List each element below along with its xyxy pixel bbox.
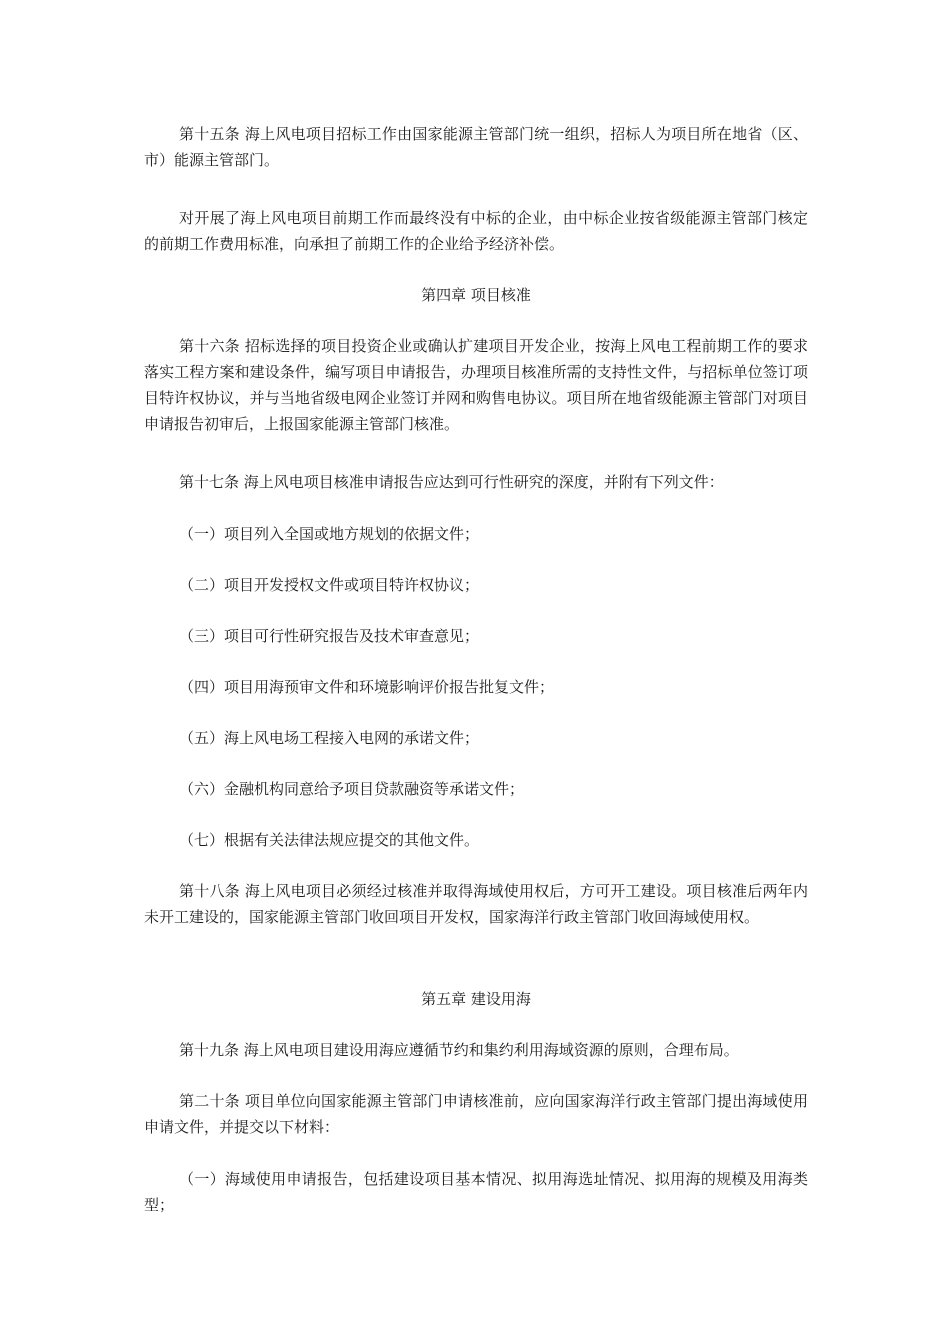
article-17-item-1: （一）项目列入全国或地方规划的依据文件； bbox=[179, 525, 480, 543]
article-17: 第十七条 海上风电项目核准申请报告应达到可行性研究的深度，并附有下列文件： bbox=[179, 473, 724, 491]
chapter-5-title: 第五章 建设用海 bbox=[421, 990, 531, 1008]
article-17-item-6: （六）金融机构同意给予项目贷款融资等承诺文件； bbox=[179, 780, 525, 798]
article-17-item-5: （五）海上风电场工程接入电网的承诺文件； bbox=[179, 729, 480, 747]
article-20: 第二十条 项目单位向国家能源主管部门申请核准前，应向国家海洋行政主管部门提出海域使用申请文件，并提交以下材料： bbox=[144, 1092, 808, 1136]
article-15-paragraph-2: 对开展了海上风电项目前期工作而最终没有中标的企业，由中标企业按省级能源主管部门核定的前期工作费用标准，向承担了前期工作的企业给予经济补偿。 bbox=[144, 209, 808, 253]
article-20-item-1: （一）海域使用申请报告，包括建设项目基本情况、拟用海选址情况、拟用海的规模及用海类型； bbox=[144, 1170, 808, 1214]
article-19: 第十九条 海上风电项目建设用海应遵循节约和集约利用海域资源的原则，合理布局。 bbox=[179, 1041, 739, 1059]
article-17-item-2: （二）项目开发授权文件或项目特许权协议； bbox=[179, 576, 480, 594]
article-16: 第十六条 招标选择的项目投资企业或确认扩建项目开发企业，按海上风电工程前期工作的要求落实工程方案和建设条件，编写项目申请报告，办理项目核准所需的支持性文件，与招标单位签订项目特许权协议，并与当地省级电网企业签订并网和购售电协议。项目所在地省级能源主管部门对项目申请报告初审后，上报国家能源主管部门核准。 bbox=[144, 337, 808, 433]
article-17-item-4: （四）项目用海预审文件和环境影响评价报告批复文件； bbox=[179, 678, 555, 696]
article-17-item-7: （七）根据有关法律法规应提交的其他文件。 bbox=[179, 831, 480, 849]
chapter-4-title: 第四章 项目核准 bbox=[421, 286, 531, 304]
article-17-item-3: （三）项目可行性研究报告及技术审查意见； bbox=[179, 627, 480, 645]
article-18: 第十八条 海上风电项目必须经过核准并取得海域使用权后，方可开工建设。项目核准后两年内未开工建设的，国家能源主管部门收回项目开发权，国家海洋行政主管部门收回海域使用权。 bbox=[144, 882, 808, 926]
article-15-paragraph-1: 第十五条 海上风电项目招标工作由国家能源主管部门统一组织，招标人为项目所在地省（区、市）能源主管部门。 bbox=[144, 125, 808, 169]
